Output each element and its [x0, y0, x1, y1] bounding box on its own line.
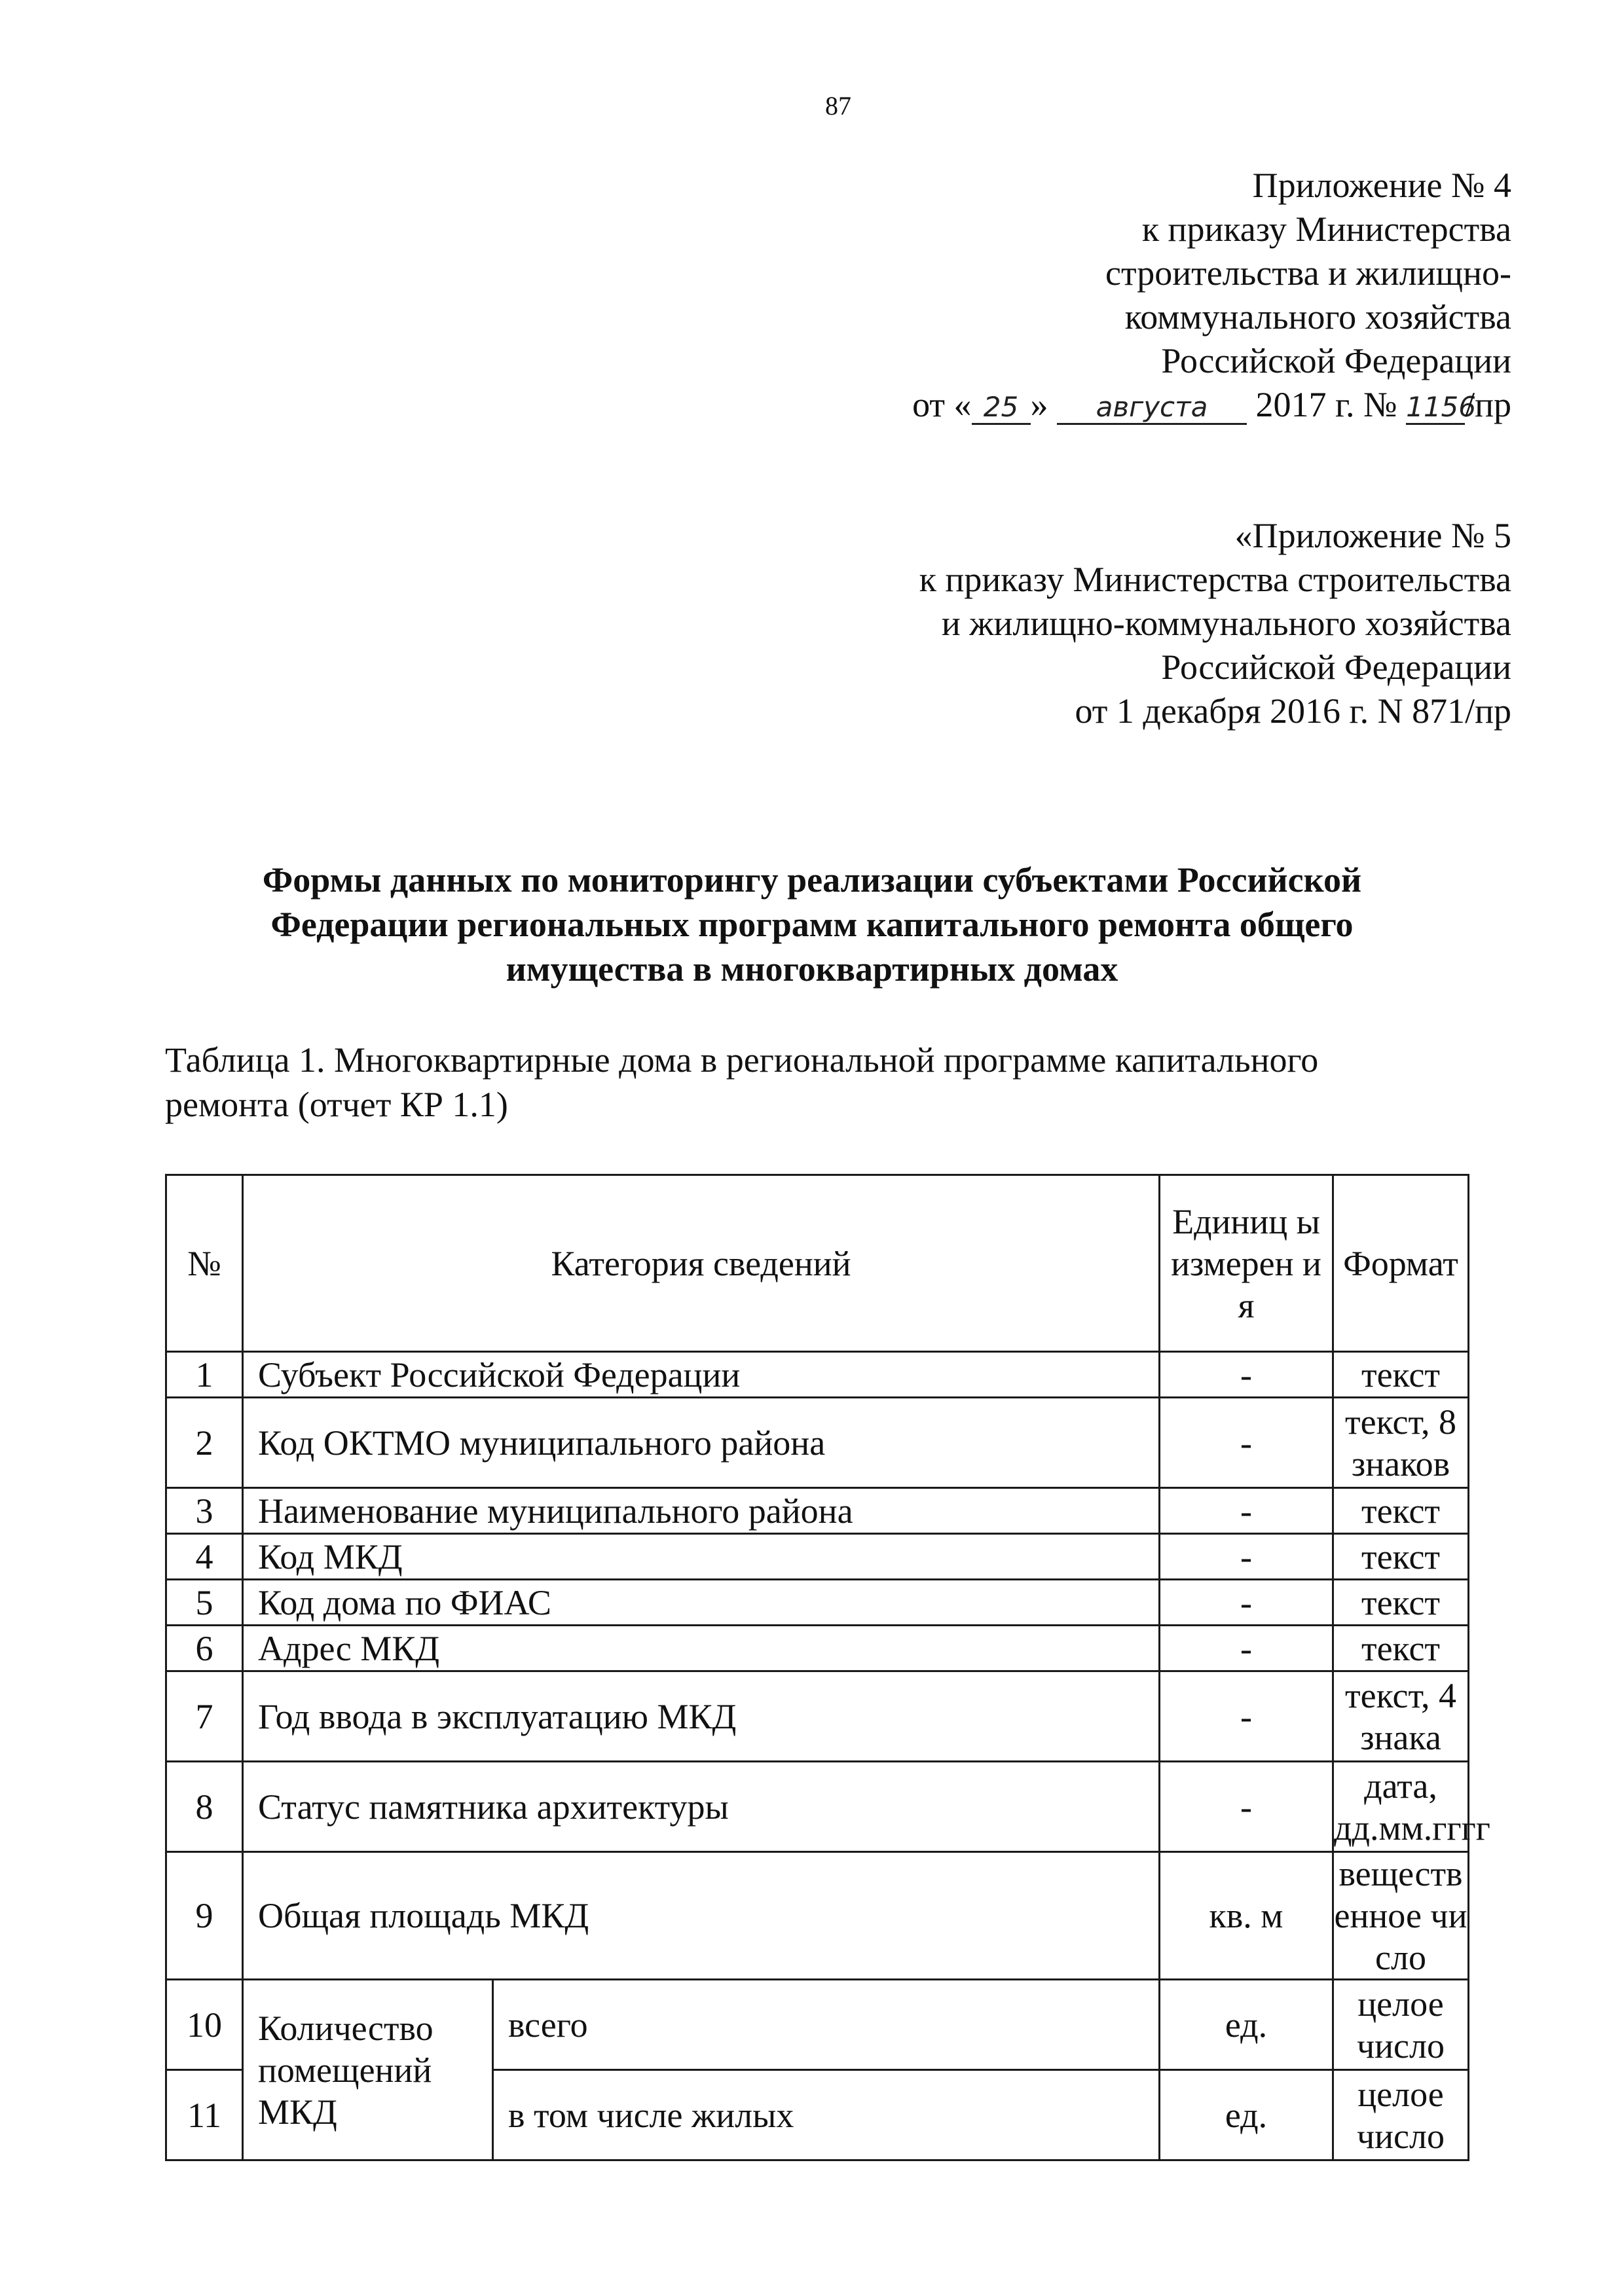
appendix-5-line: «Приложение № 5: [1234, 516, 1511, 555]
row-unit: -: [1160, 1626, 1333, 1671]
row-format: текст: [1333, 1352, 1469, 1398]
table-header-row: [166, 1175, 1469, 1352]
appendix-5-header: [919, 514, 1511, 733]
table-row: [166, 1488, 1469, 1534]
table-row: [166, 1352, 1469, 1398]
row-format: дата, дд.мм.гггг: [1333, 1762, 1469, 1852]
row-unit: -: [1160, 1352, 1333, 1398]
row-num: 6: [166, 1626, 243, 1671]
row-num: 8: [166, 1762, 243, 1852]
order-suffix: /пр: [1465, 385, 1511, 424]
appendix-4-line: к приказу Министерства: [1141, 210, 1511, 249]
handwritten-order-number: 1156: [1406, 392, 1465, 425]
caption-line: Таблица 1. Многоквартирные дома в региональной программе капитального: [165, 1040, 1319, 1080]
row-category: Субъект Российской Федерации: [243, 1352, 1160, 1398]
caption-line: ремонта (отчет КР 1.1): [165, 1085, 508, 1124]
header-num: №: [166, 1175, 243, 1352]
row-num: 11: [166, 2070, 243, 2160]
title-line: Формы данных по мониторингу реализации субъектами Российской: [262, 860, 1362, 900]
header-format: Формат: [1333, 1175, 1469, 1352]
table-row: [166, 1762, 1469, 1852]
row-category: Статус памятника архитектуры: [243, 1762, 1160, 1852]
date-prefix: от «: [912, 385, 972, 424]
title-line: имущества в многоквартирных домах: [506, 949, 1118, 989]
row-format: вещественное число: [1333, 1852, 1469, 1980]
header-category: Категория сведений: [243, 1175, 1160, 1352]
row-unit: ед.: [1160, 1980, 1333, 2070]
row-category: Общая площадь МКД: [243, 1852, 1160, 1980]
document-title: [164, 858, 1460, 991]
row-format: целое число: [1333, 1980, 1469, 2070]
table-row: [166, 1398, 1469, 1488]
appendix-5-line: от 1 декабря 2016 г. N 871/пр: [1075, 691, 1511, 731]
appendix-5-line: Российской Федерации: [1161, 647, 1511, 687]
row-unit: -: [1160, 1762, 1333, 1852]
row-category: Код ОКТМО муниципального района: [243, 1398, 1160, 1488]
appendix-4-date-line: [912, 383, 1511, 427]
row-subcategory: в том числе жилых: [493, 2070, 1160, 2160]
row-unit: -: [1160, 1488, 1333, 1534]
row-format: текст, 8 знаков: [1333, 1398, 1469, 1488]
table-row: [166, 1626, 1469, 1671]
row-num: 5: [166, 1580, 243, 1626]
row-format: целое число: [1333, 2070, 1469, 2160]
row-num: 10: [166, 1980, 243, 2070]
row-format: текст: [1333, 1580, 1469, 1626]
table-row: [166, 1580, 1469, 1626]
date-mid: »: [1030, 385, 1048, 424]
row-category: Наименование муниципального района: [243, 1488, 1160, 1534]
row-category: Адрес МКД: [243, 1626, 1160, 1671]
row-num: 1: [166, 1352, 243, 1398]
row-num: 3: [166, 1488, 243, 1534]
table-row: [166, 1980, 1469, 2070]
row-format: текст: [1333, 1488, 1469, 1534]
row-subcategory: всего: [493, 1980, 1160, 2070]
row-unit: ед.: [1160, 2070, 1333, 2160]
title-line: Федерации региональных программ капитального ремонта общего: [270, 905, 1354, 944]
date-year: 2017 г. №: [1255, 385, 1397, 424]
page-number: 87: [825, 91, 851, 120]
appendix-4-line: коммунального хозяйства: [1124, 297, 1511, 337]
row-num: 7: [166, 1671, 243, 1762]
row-unit: кв. м: [1160, 1852, 1333, 1980]
row-category: Код дома по ФИАС: [243, 1580, 1160, 1626]
row-format: текст: [1333, 1534, 1469, 1580]
row-num: 9: [166, 1852, 243, 1980]
row-num: 4: [166, 1534, 243, 1580]
table-caption: [165, 1038, 1475, 1127]
row-category: Год ввода в эксплуатацию МКД: [243, 1671, 1160, 1762]
row-unit: -: [1160, 1398, 1333, 1488]
appendix-4-line: Приложение № 4: [1252, 166, 1511, 205]
group-label: Количество помещений МКД: [243, 1980, 493, 2160]
handwritten-day: 25: [972, 392, 1031, 425]
table-row: [166, 1852, 1469, 1980]
appendix-4-line: строительства и жилищно-: [1105, 253, 1511, 293]
row-unit: -: [1160, 1534, 1333, 1580]
appendix-5-line: к приказу Министерства строительства: [919, 560, 1511, 599]
row-unit: -: [1160, 1580, 1333, 1626]
table-row: [166, 1671, 1469, 1762]
row-unit: -: [1160, 1671, 1333, 1762]
handwritten-month: августа: [1057, 392, 1247, 425]
appendix-5-line: и жилищно-коммунального хозяйства: [941, 604, 1511, 643]
table-row: [166, 1534, 1469, 1580]
row-format: текст, 4 знака: [1333, 1671, 1469, 1762]
row-category: Код МКД: [243, 1534, 1160, 1580]
appendix-4-header: [912, 164, 1511, 427]
data-table: [165, 1174, 1490, 2161]
row-num: 2: [166, 1398, 243, 1488]
row-format: текст: [1333, 1626, 1469, 1671]
appendix-4-line: Российской Федерации: [1161, 341, 1511, 380]
header-unit: Единиц ы измерен ия: [1160, 1175, 1333, 1352]
